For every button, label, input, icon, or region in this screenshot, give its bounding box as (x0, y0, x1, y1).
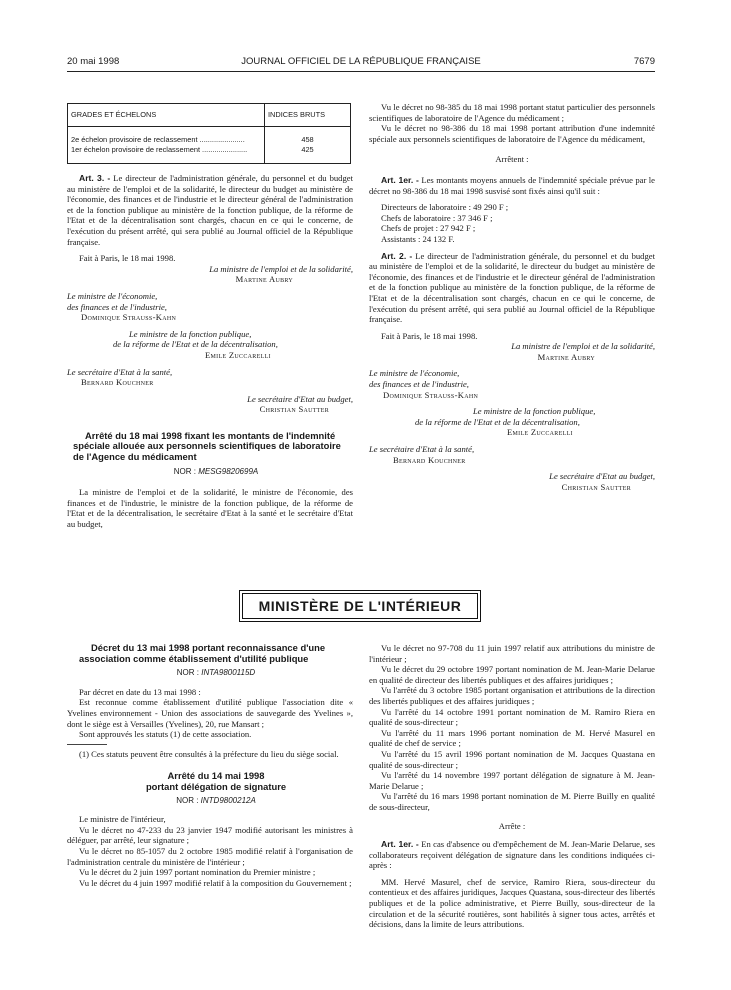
vu-clause: Vu le décret du 4 juin 1997 modifié relatif à la composition du Gouvernement ; (79, 877, 352, 888)
signatory-name: Bernard Kouchner (81, 377, 154, 388)
amount-line: Chefs de projet : 27 942 F ; (381, 223, 476, 234)
article-label: Art. 1er. - (381, 839, 419, 850)
signatory-name: Christian Sautter (561, 481, 631, 492)
arrete-heading: Arrête : (498, 820, 526, 831)
running-header (67, 56, 655, 70)
signatory-name: Dominique Strauss-Kahn (81, 312, 177, 323)
vu-clause: Vu l'arrêté du 14 octobre 1991 portant nomination de M. Ramiro Riera en qualité de sous-directeur ; (369, 706, 655, 728)
arrete-title: Arrêté du 14 mai 1998 (167, 770, 265, 782)
right-column-bottom (369, 643, 655, 930)
grades-table (67, 103, 351, 164)
signatory-name: Martine Aubry (235, 274, 293, 285)
grade-label: 1er échelon provisoire de reclassement ...................... (71, 145, 248, 154)
amount-line: Directeurs de laboratoire : 49 290 F ; (381, 202, 509, 213)
signatory-title: de la réforme de l'Etat et de la décentralisation, (415, 416, 580, 427)
article-text: Le directeur de l'administration générale, du personnel et du budget au ministère de l'emploi et de la solidarité, le directeur du budget au ministère de l'économie, des finances et de l'industrie et le directeur général de l'administration et de la fonction publique au ministère de la fonction publique, de la réforme de l'Etat et de la décentralisation sont chargés, chacun en ce qui le concerne, de l'exécution du présent arrêté, qui sera publié au Journal officiel de la République française. (369, 250, 655, 325)
article-text: En cas d'absence ou d'empêchement de M. Jean-Marie Delarue, ses collaborateurs reçoivent délégation de signature dans les conditions indiquées ci-après : (369, 839, 655, 871)
vu-clause: Vu le décret no 85-1057 du 2 octobre 1985 modifié relatif à l'organisation de l'administration centrale du ministère de l'intérieur ; (67, 845, 353, 867)
decret-title: Décret du 13 mai 1998 portant reconnaissance d'une association comme établissement d'utilité publique (79, 642, 326, 664)
arrete-title: Arrêté du 18 mai 1998 fixant les montants de l'indemnité spéciale allouée aux personnels scientifiques de laboratoire de l'Agence du médicament (73, 429, 341, 463)
header-date: 20 mai 1998 (67, 56, 120, 67)
left-column-top (67, 103, 353, 530)
vu-clause: Vu le décret du 2 juin 1997 portant nomination du Premier ministre ; (79, 867, 316, 878)
vu-clause: Vu le décret no 97-708 du 11 juin 1997 relatif aux attributions du ministre de l'intérieur ; (369, 643, 655, 664)
vu-clause: Vu l'arrêté du 3 octobre 1985 portant organisation et attributions de la direction des libertés publiques et des affaires juridiques ; (369, 685, 655, 706)
decret-paragraph: Sont approuvés les statuts (1) de cette association. (79, 729, 252, 740)
vu-clause: Vu le décret no 98-385 du 18 mai 1998 portant statut particulier des personnels scientifiques de laboratoire de l'Agence du médicament ; (369, 102, 655, 123)
vu-clause: Vu le décret du 29 octobre 1997 portant nomination de M. Jean-Marie Delarue en qualité de directeur des libertés publiques et des affaires juridiques ; (369, 664, 655, 685)
signatory-title: Le secrétaire d'Etat à la santé, (67, 366, 173, 377)
nor-code: INTD9800212A (200, 795, 256, 805)
table-header-grades: GRADES ET ÉCHELONS (68, 104, 265, 127)
signatory-title: La ministre de l'emploi et de la solidarité, (511, 341, 655, 352)
signatory-title: La ministre de l'emploi et de la solidarité, (209, 263, 353, 274)
ministry-banner: MINISTÈRE DE L'INTÉRIEUR (242, 593, 478, 619)
signatory-title: Le ministre de l'économie, (369, 368, 460, 379)
table-row (68, 127, 351, 164)
vu-clause: Vu l'arrêté du 15 avril 1996 portant nomination de M. Jacques Quastana en qualité de sous-directeur ; (369, 748, 655, 770)
article-2 (369, 251, 655, 325)
indice-value: 425 (301, 145, 314, 154)
table-cell-grades (68, 127, 265, 164)
signatory-name: Martine Aubry (537, 351, 595, 362)
vu-clause: Vu l'arrêté du 14 novembre 1997 portant délégation de signature à M. Jean-Marie Delarue ; (369, 770, 655, 791)
header-page-number: 7679 (633, 56, 655, 67)
grade-label: 2e échelon provisoire de reclassement ...................... (71, 135, 245, 144)
footnote: (1) Ces statuts peuvent être consultés à la préfecture du lieu du siège social. (79, 748, 339, 759)
table-header-indices: INDICES BRUTS (265, 104, 351, 127)
signatory-name: Christian Sautter (259, 404, 329, 415)
signatory-name: Emile Zuccarelli (507, 427, 573, 438)
amount-line: Assistants : 24 132 F. (381, 233, 455, 244)
signatory-title: Le ministre de la fonction publique, (473, 406, 596, 417)
article-label: Art. 3. - (79, 173, 111, 183)
right-column-top (369, 102, 655, 492)
article-label: Art. 2. - (381, 250, 413, 261)
article-1 (369, 175, 655, 196)
arrete-intro: La ministre de l'emploi et de la solidarité, le ministre de l'économie, des finances et de l'industrie, le ministre de la fonction publique, de la réforme de l'Etat et de la décentralisation, le secrétaire d'Etat à la santé et le secrétaire d'Etat au budget, (67, 487, 353, 530)
indice-value: 458 (301, 135, 314, 144)
article-3 (67, 173, 353, 247)
vu-clause: Vu le décret no 47-233 du 23 janvier 1947 modifié autorisant les ministres à déléguer, par arrêté, leur signature ; (67, 824, 353, 846)
signatory-title: Le secrétaire d'Etat au budget, (549, 471, 655, 482)
signatory-title: de la réforme de l'Etat et de la décentralisation, (113, 339, 278, 350)
article-text: Le directeur de l'administration générale, du personnel et du budget au ministère de l'emploi et de la solidarité, le directeur du budget au ministère de l'économie, des finances et de l'industrie et le directeur général de l'administration et de la fonction publique au ministère de la fonction publique, de la réforme de l'Etat et de la décentralisation sont chargés, chacun en ce qui le concerne, de l'exécution du présent arrêté, qui sera publié au Journal officiel de la République française. (67, 173, 353, 247)
nor-label: NOR : (173, 466, 196, 476)
nor-line (67, 467, 353, 478)
signatory-title: Le ministre de l'économie, (67, 290, 158, 301)
signatory-title: des finances et de l'industrie, (369, 379, 469, 390)
article-text: Les montants moyens annuels de l'indemnité spéciale prévue par le décret no 98-386 du 18 mai 1998 susvisé sont fixés ainsi qu'il suit : (369, 174, 655, 196)
vu-clause: Vu l'arrêté du 11 mars 1996 portant nomination de M. Hervé Masurel en qualité de chef de service ; (369, 727, 655, 749)
signatory-title: Le secrétaire d'Etat au budget, (247, 393, 353, 404)
article-paragraph: MM. Hervé Masurel, chef de service, Ramiro Riera, sous-directeur du contentieux et des affaires juridiques, Jacques Quastana, sous-directeur des libertés publiques et de la police administrative, et Pierre Builly, sous-directeur de la circulation et de la sécurité routières, sont habilités à signer tous actes, arrêtés et décisions, dans la limite de leurs attributions. (369, 876, 655, 930)
amount-line: Chefs de laboratoire : 37 346 F ; (381, 212, 493, 223)
decret-paragraph: Est reconnue comme établissement d'utilité publique l'association dite « Yvelines environnement - Union des associations de sauvegarde des Yvelines », dont le siège est à Versailles (Yvelines), 20, rue Mansart ; (67, 697, 353, 729)
header-journal-title: JOURNAL OFFICIEL DE LA RÉPUBLIQUE FRANÇAISE (241, 56, 481, 67)
vu-clause: Vu l'arrêté du 16 mars 1998 portant nomination de M. Pierre Builly en qualité de sous-directeur, (369, 791, 655, 812)
left-column-bottom (67, 643, 353, 888)
footnote-rule (67, 744, 107, 745)
fait-a-paris: Fait à Paris, le 18 mai 1998. (79, 253, 176, 264)
decret-paragraph: Par décret en date du 13 mai 1998 : (79, 686, 201, 697)
signatory-title: Le ministre de la fonction publique, (129, 328, 252, 339)
vu-clause: Vu le décret no 98-386 du 18 mai 1998 portant attribution d'une indemnité spéciale aux personnels scientifiques de laboratoire de l'Agence du médicament, (369, 123, 655, 144)
signatory-title: Le secrétaire d'Etat à la santé, (369, 444, 475, 455)
arretent: Arrêtent : (495, 154, 529, 165)
signatory-name: Dominique Strauss-Kahn (383, 389, 479, 400)
signatory-name: Emile Zuccarelli (205, 349, 271, 360)
nor-line (67, 668, 353, 679)
signatory-title: des finances et de l'industrie, (67, 301, 167, 312)
fait-a-paris: Fait à Paris, le 18 mai 1998. (381, 330, 478, 341)
article-label: Art. 1er. - (381, 174, 419, 185)
signatory-name: Bernard Kouchner (393, 454, 466, 465)
vu-clause: Le ministre de l'intérieur, (79, 814, 166, 825)
nor-code: MESG9820699A (198, 466, 259, 476)
nor-label: NOR : (176, 795, 199, 805)
article-1 (369, 839, 655, 871)
arrete-title: portant délégation de signature (145, 780, 287, 792)
nor-label: NOR : (176, 668, 200, 678)
nor-line (67, 796, 353, 807)
nor-code: INTA9800115D (201, 668, 256, 678)
table-cell-indices (265, 127, 351, 164)
header-rule (67, 71, 655, 72)
